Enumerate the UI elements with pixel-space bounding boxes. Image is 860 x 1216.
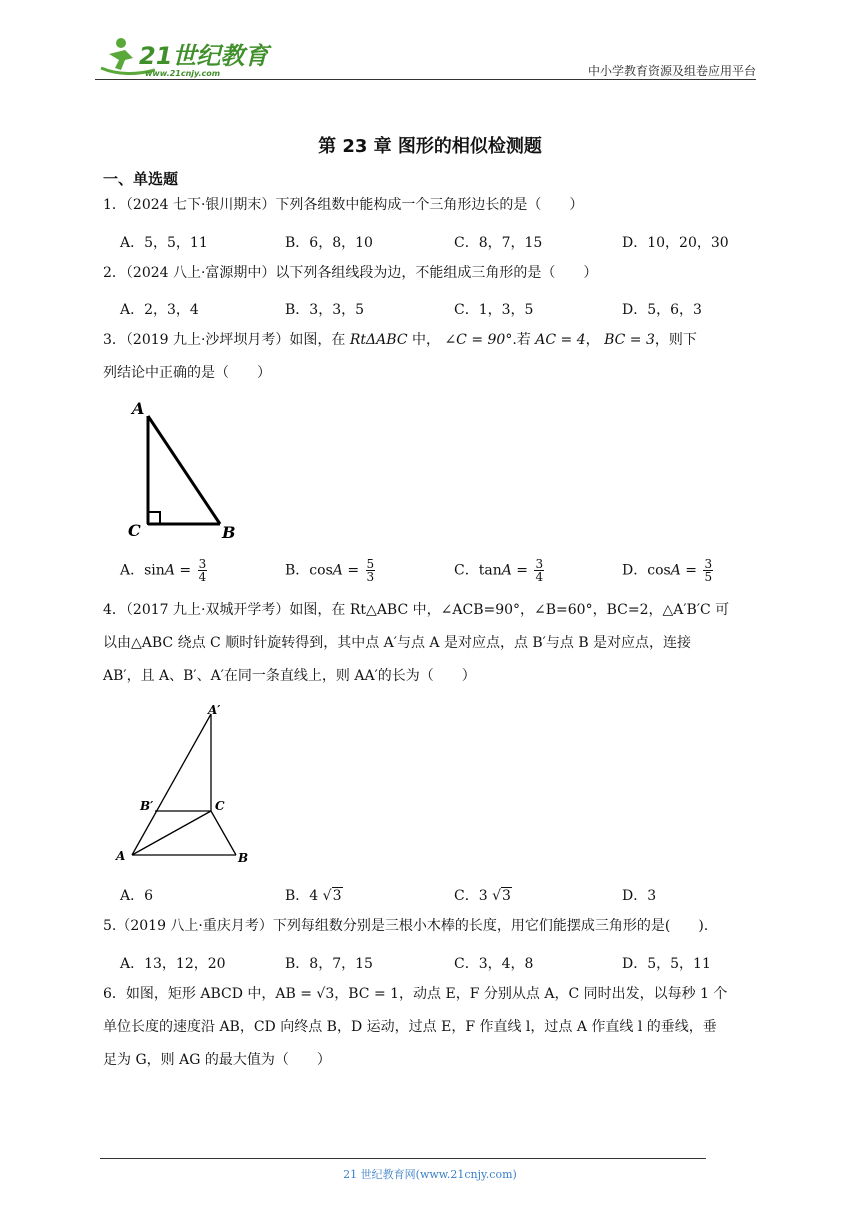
logo [95, 34, 275, 80]
question-5-options [120, 953, 780, 979]
logo-text: 21世纪教育 [139, 42, 269, 70]
label-a: A [132, 399, 145, 418]
q6-line-3: 足为 G，则 AG 的最大值为（ ） [103, 1052, 331, 1068]
figure-right-triangle [126, 396, 246, 544]
option-d: D．cosA = $\frac{3}{5}$ [622, 557, 713, 584]
label-b-prime: B′ [140, 799, 154, 813]
logo-runner-icon [95, 34, 275, 80]
option-a: A．6 [120, 888, 154, 904]
option-d: D．5，6，3 [622, 302, 702, 318]
side-ab [148, 416, 220, 524]
question-5: 5.（2019 八上·重庆月考）下列每组数分别是三根小木棒的长度，用它们能摆成三角形的是( ). [103, 918, 709, 934]
option-b: B．6，8，10 [285, 235, 373, 251]
platform-name: 中小学教育资源及组卷应用平台 [587, 64, 756, 78]
q3-bc: BC = 3 [604, 332, 655, 348]
option-a: A．2，3，4 [120, 302, 199, 318]
page-title: 第 23 章 图形的相似检测题 [318, 136, 542, 157]
question-6 [103, 978, 763, 1077]
label-a: A [116, 849, 126, 863]
header-divider [95, 79, 756, 80]
option-a: A．5，5，11 [120, 235, 208, 251]
label-b: B [238, 851, 249, 865]
q3-mid1: 中， [412, 332, 440, 348]
option-a: A．13，12，20 [120, 956, 226, 972]
footer-text: 21 世纪教育网(www.21cnjy.com) [343, 1168, 517, 1181]
q6-line-1: 6．如图，矩形 ABCD 中，AB = √3，BC = 1，动点 E，F 分别从点 A，C 同时出发，以每秒 1 个 [103, 986, 728, 1002]
label-c: C [215, 799, 225, 813]
section-heading: 一、单选题 [103, 170, 179, 188]
question-2-options [120, 299, 780, 325]
q3-triangle: RtΔABC [349, 332, 408, 348]
label-b: B [222, 523, 236, 542]
question-4-options [120, 885, 780, 911]
logo-url: www.21cnjy.com [145, 69, 221, 78]
figure-rotated-triangles [112, 700, 262, 870]
q3-mid2: .若 [512, 332, 531, 348]
q4-line-2: 以由△ABC 绕点 C 顺时针旋转得到，其中点 A′与点 A 是对应点，点 B′与点 B 是对应点，连接 [103, 635, 692, 651]
option-c: C．8，7，15 [454, 235, 543, 251]
option-a: A．sinA = $\frac{3}{4}$ [120, 557, 207, 584]
q6-line-2: 单位长度的速度沿 AB，CD 向终点 B，D 运动，过点 E，F 作直线 l，过点 A 作直线 l 的垂线，垂 [103, 1019, 717, 1035]
option-c: C．3，4，8 [454, 956, 534, 972]
question-3-options [120, 558, 780, 590]
question-1-options [120, 232, 780, 258]
question-4 [103, 594, 763, 693]
right-angle-mark [148, 512, 160, 524]
option-b: B．8，7，15 [285, 956, 373, 972]
q3-prefix: 3．（2019 九上·沙坪坝月考）如图，在 [103, 332, 346, 348]
option-c: C．3 √3 [454, 888, 511, 904]
q3-ac: AC = 4 [535, 332, 586, 348]
option-b: B．4 √3 [285, 888, 342, 904]
label-a-prime: A′ [208, 703, 221, 717]
question-3: 3．（2019 九上·沙坪坝月考）如图，在 RtΔABC 中， ∠C = 90°.若 AC = 4， BC = 3，则下 列结论中正确的是（ ） [103, 332, 697, 381]
question-2: 2．（2024 八上·富源期中）以下列各组线段为边，不能组成三角形的是（ ） [103, 265, 598, 281]
footer-divider [100, 1158, 706, 1159]
q4-line-3: AB′，且 A、B′、A′在同一条直线上，则 AA′的长为（ ） [103, 668, 476, 684]
option-b: B．cosA = $\frac{5}{3}$ [285, 557, 375, 584]
q3-line2: 列结论中正确的是（ ） [103, 365, 271, 381]
option-c: C．1，3，5 [454, 302, 534, 318]
option-d: D．5，5，11 [622, 956, 711, 972]
option-d: D．10，20，30 [622, 235, 729, 251]
option-b: B．3，3，5 [285, 302, 365, 318]
q3-tail: ，则下 [654, 332, 697, 348]
question-1: 1．（2024 七下·银川期末）下列各组数中能构成一个三角形边长的是（ ） [103, 197, 584, 213]
label-c: C [128, 521, 141, 540]
q3-angle: ∠C = 90° [444, 332, 513, 348]
q4-line-1: 4．（2017 九上·双城开学考）如图，在 Rt△ABC 中，∠ACB=90°，∠B=60°，BC=2，△A′B′C 可 [103, 602, 730, 618]
option-d: D．3 [622, 888, 657, 904]
option-c: C．tanA = $\frac{3}{4}$ [454, 557, 544, 584]
